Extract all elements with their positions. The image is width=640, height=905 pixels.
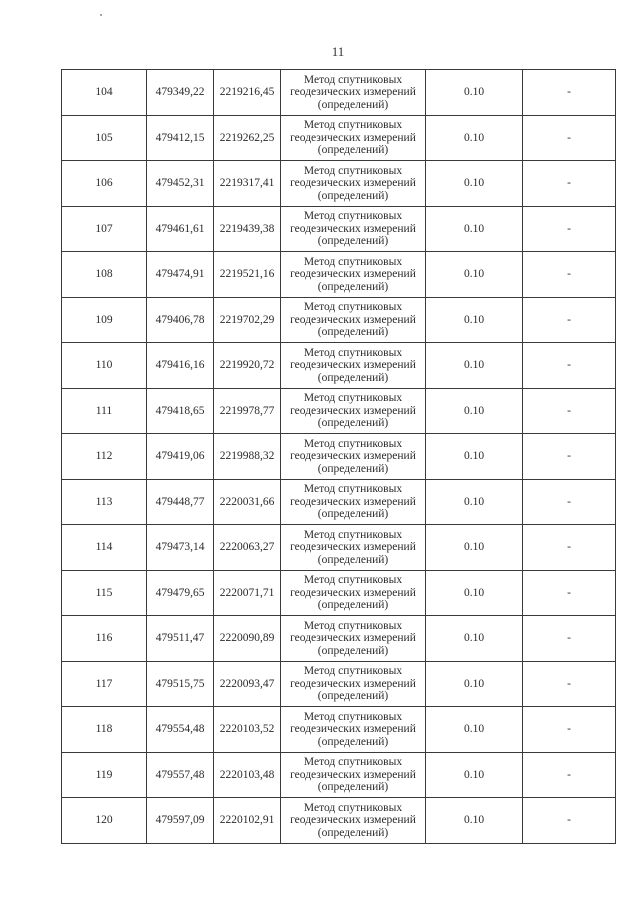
method-cell xyxy=(281,525,426,571)
method-cell xyxy=(281,752,426,798)
method-line: Метод спутниковых xyxy=(303,574,403,586)
method-line: Метод спутниковых xyxy=(303,710,403,723)
table-row xyxy=(62,707,616,753)
method-cell xyxy=(281,161,426,207)
method-line: Метод спутниковых xyxy=(303,73,403,86)
method-line: геодезических измерений xyxy=(290,450,416,462)
table-row xyxy=(62,343,616,389)
description-cell: - xyxy=(523,161,616,207)
description-cell: - xyxy=(523,616,616,662)
x-coordinate-cell: 479554,48 xyxy=(147,707,214,753)
description-cell: - xyxy=(523,343,616,389)
method-line: Метод спутниковых xyxy=(303,756,403,768)
table-row xyxy=(62,752,616,798)
method-cell xyxy=(281,206,426,252)
point-number-cell: 108 xyxy=(62,252,147,298)
method-line: геодезических измерений xyxy=(290,541,416,553)
precision-cell: 0.10 xyxy=(426,479,523,525)
method-cell xyxy=(281,661,426,707)
y-coordinate-cell: 2219978,77 xyxy=(214,388,281,434)
x-coordinate-cell: 479474,91 xyxy=(147,252,214,298)
point-number-cell: 111 xyxy=(62,388,147,434)
x-coordinate-cell: 479452,31 xyxy=(147,161,214,207)
description-cell: - xyxy=(523,206,616,252)
method-cell xyxy=(281,707,426,753)
method-line: геодезических измерений xyxy=(290,677,416,690)
method-line: (определений) xyxy=(317,735,389,748)
precision-cell: 0.10 xyxy=(426,661,523,707)
x-coordinate-cell: 479473,14 xyxy=(147,525,214,571)
precision-cell: 0.10 xyxy=(426,798,523,844)
method-line: (определений) xyxy=(317,280,389,293)
x-coordinate-cell: 479412,15 xyxy=(147,115,214,161)
method-cell xyxy=(281,479,426,525)
method-line: (определений) xyxy=(317,189,389,202)
coordinates-table-body xyxy=(62,70,616,844)
precision-cell: 0.10 xyxy=(426,616,523,662)
method-line: геодезических измерений xyxy=(290,768,416,781)
method-line: Метод спутниковых xyxy=(303,255,403,268)
table-row xyxy=(62,661,616,707)
point-number-cell: 117 xyxy=(62,661,147,707)
y-coordinate-cell: 2219262,25 xyxy=(214,115,281,161)
precision-cell: 0.10 xyxy=(426,434,523,480)
method-line: (определений) xyxy=(317,326,389,338)
point-number-cell: 112 xyxy=(62,434,147,480)
description-cell: - xyxy=(523,252,616,298)
x-coordinate-cell: 479419,06 xyxy=(147,434,214,480)
x-coordinate-cell: 479416,16 xyxy=(147,343,214,389)
description-cell: - xyxy=(523,570,616,616)
y-coordinate-cell: 2220103,48 xyxy=(214,752,281,798)
method-cell xyxy=(281,343,426,389)
y-coordinate-cell: 2220031,66 xyxy=(214,479,281,525)
point-number-cell: 116 xyxy=(62,616,147,662)
precision-cell: 0.10 xyxy=(426,388,523,434)
method-line: геодезических измерений xyxy=(290,586,416,599)
x-coordinate-cell: 479479,65 xyxy=(147,570,214,616)
method-line: геодезических измерений xyxy=(290,814,416,826)
y-coordinate-cell: 2220093,47 xyxy=(214,661,281,707)
method-line: (определений) xyxy=(317,690,389,702)
y-coordinate-cell: 2220103,52 xyxy=(214,707,281,753)
method-line: (определений) xyxy=(317,508,389,520)
table-row xyxy=(62,115,616,161)
y-coordinate-cell: 2220071,71 xyxy=(214,570,281,616)
method-cell xyxy=(281,616,426,662)
method-line: геодезических измерений xyxy=(290,495,416,508)
precision-cell: 0.10 xyxy=(426,752,523,798)
point-number-cell: 114 xyxy=(62,525,147,571)
method-line: Метод спутниковых xyxy=(303,437,403,450)
y-coordinate-cell: 2220063,27 xyxy=(214,525,281,571)
x-coordinate-cell: 479406,78 xyxy=(147,297,214,343)
x-coordinate-cell: 479418,65 xyxy=(147,388,214,434)
table-row xyxy=(62,798,616,844)
y-coordinate-cell: 2219439,38 xyxy=(214,206,281,252)
y-coordinate-cell: 2220102,91 xyxy=(214,798,281,844)
point-number-cell: 119 xyxy=(62,752,147,798)
method-line: Метод спутниковых xyxy=(303,392,403,404)
table-row xyxy=(62,525,616,571)
table-row xyxy=(62,297,616,343)
method-line: геодезических измерений xyxy=(290,313,416,326)
precision-cell: 0.10 xyxy=(426,570,523,616)
precision-cell: 0.10 xyxy=(426,343,523,389)
description-cell: - xyxy=(523,707,616,753)
table-row xyxy=(62,388,616,434)
x-coordinate-cell: 479557,48 xyxy=(147,752,214,798)
table-row xyxy=(62,434,616,480)
method-line: (определений) xyxy=(317,644,389,657)
method-cell xyxy=(281,388,426,434)
y-coordinate-cell: 2219317,41 xyxy=(214,161,281,207)
method-line: (определений) xyxy=(317,98,389,111)
x-coordinate-cell: 479448,77 xyxy=(147,479,214,525)
description-cell: - xyxy=(523,525,616,571)
scan-speck xyxy=(100,14,102,16)
method-line: (определений) xyxy=(317,781,389,793)
method-line: геодезических измерений xyxy=(290,404,416,417)
precision-cell: 0.10 xyxy=(426,161,523,207)
description-cell: - xyxy=(523,752,616,798)
method-line: геодезических измерений xyxy=(290,723,416,735)
method-line: геодезических измерений xyxy=(290,86,416,98)
y-coordinate-cell: 2219521,16 xyxy=(214,252,281,298)
x-coordinate-cell: 479515,75 xyxy=(147,661,214,707)
method-line: Метод спутниковых xyxy=(303,164,403,177)
precision-cell: 0.10 xyxy=(426,707,523,753)
method-line: геодезических измерений xyxy=(290,131,416,144)
description-cell: - xyxy=(523,297,616,343)
table-row xyxy=(62,570,616,616)
precision-cell: 0.10 xyxy=(426,297,523,343)
method-line: Метод спутниковых xyxy=(303,483,403,495)
method-line: Метод спутниковых xyxy=(303,665,403,677)
table-row xyxy=(62,70,616,116)
description-cell: - xyxy=(523,434,616,480)
table-row xyxy=(62,616,616,662)
y-coordinate-cell: 2219216,45 xyxy=(214,70,281,116)
method-cell xyxy=(281,570,426,616)
table-row xyxy=(62,252,616,298)
point-number-cell: 106 xyxy=(62,161,147,207)
method-cell xyxy=(281,115,426,161)
point-number-cell: 104 xyxy=(62,70,147,116)
method-line: Метод спутниковых xyxy=(303,801,403,814)
method-line: (определений) xyxy=(317,371,389,384)
method-line: геодезических измерений xyxy=(290,359,416,371)
method-line: геодезических измерений xyxy=(290,177,416,189)
point-number-cell: 118 xyxy=(62,707,147,753)
point-number-cell: 113 xyxy=(62,479,147,525)
precision-cell: 0.10 xyxy=(426,70,523,116)
y-coordinate-cell: 2219920,72 xyxy=(214,343,281,389)
method-line: геодезических измерений xyxy=(290,632,416,644)
method-cell xyxy=(281,798,426,844)
x-coordinate-cell: 479461,61 xyxy=(147,206,214,252)
point-number-cell: 115 xyxy=(62,570,147,616)
description-cell: - xyxy=(523,70,616,116)
point-number-cell: 110 xyxy=(62,343,147,389)
description-cell: - xyxy=(523,388,616,434)
method-cell xyxy=(281,252,426,298)
method-line: геодезических измерений xyxy=(290,222,416,235)
x-coordinate-cell: 479349,22 xyxy=(147,70,214,116)
precision-cell: 0.10 xyxy=(426,115,523,161)
method-cell xyxy=(281,297,426,343)
method-line: (определений) xyxy=(317,826,389,839)
method-line: Метод спутниковых xyxy=(303,619,403,632)
coordinates-table xyxy=(61,69,616,844)
x-coordinate-cell: 479511,47 xyxy=(147,616,214,662)
method-line: (определений) xyxy=(317,553,389,566)
method-line: Метод спутниковых xyxy=(303,528,403,541)
precision-cell: 0.10 xyxy=(426,525,523,571)
y-coordinate-cell: 2219988,32 xyxy=(214,434,281,480)
page-number: 11 xyxy=(331,44,345,59)
description-cell: - xyxy=(523,479,616,525)
method-line: Метод спутниковых xyxy=(303,301,403,313)
y-coordinate-cell: 2220090,89 xyxy=(214,616,281,662)
table-row xyxy=(62,479,616,525)
x-coordinate-cell: 479597,09 xyxy=(147,798,214,844)
y-coordinate-cell: 2219702,29 xyxy=(214,297,281,343)
method-line: (определений) xyxy=(317,144,389,156)
point-number-cell: 109 xyxy=(62,297,147,343)
method-line: (определений) xyxy=(317,599,389,611)
method-line: (определений) xyxy=(317,462,389,475)
method-cell xyxy=(281,70,426,116)
method-cell xyxy=(281,434,426,480)
description-cell: - xyxy=(523,798,616,844)
method-line: (определений) xyxy=(317,417,389,429)
precision-cell: 0.10 xyxy=(426,252,523,298)
method-line: (определений) xyxy=(317,235,389,247)
point-number-cell: 105 xyxy=(62,115,147,161)
table-row xyxy=(62,206,616,252)
point-number-cell: 107 xyxy=(62,206,147,252)
point-number-cell: 120 xyxy=(62,798,147,844)
table-row xyxy=(62,161,616,207)
method-line: Метод спутниковых xyxy=(303,210,403,222)
description-cell: - xyxy=(523,661,616,707)
method-line: Метод спутниковых xyxy=(303,119,403,131)
description-cell: - xyxy=(523,115,616,161)
method-line: геодезических измерений xyxy=(290,268,416,280)
precision-cell: 0.10 xyxy=(426,206,523,252)
method-line: Метод спутниковых xyxy=(303,346,403,359)
